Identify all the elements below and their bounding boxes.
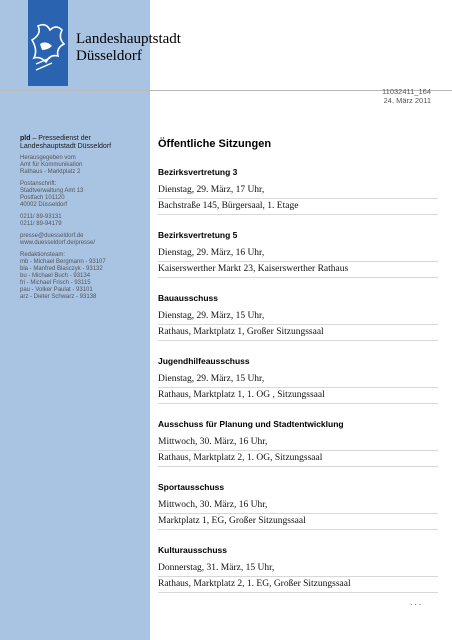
session-location: Rathaus, Marktplatz 2, 1. EG, Großer Sitzungssaal <box>158 577 438 593</box>
session-time: Mittwoch, 30. März, 16 Uhr, <box>158 498 438 514</box>
press-web[interactable]: presse@duesseldorf.de www.duesseldorf.de/presse/ <box>20 233 96 246</box>
sidebar <box>0 0 150 640</box>
city-name-line1: Landeshauptstadt <box>76 31 181 47</box>
session-name: Bezirksvertretung 3 <box>158 167 238 177</box>
session-location: Rathaus, Marktplatz 1, Großer Sitzungssaal <box>158 325 438 341</box>
press-title-text: – Pressedienst der Landeshauptstadt Düsseldorf <box>20 135 112 150</box>
session-name: Sportausschuss <box>158 482 225 492</box>
press-info <box>20 135 145 306</box>
main-content <box>158 138 438 608</box>
press-phone: 0211/ 89-93131 0211/ 89-94179 <box>20 214 62 227</box>
session-name: Jugendhilfeausschuss <box>158 356 250 366</box>
city-name-line2: Düsseldorf <box>76 48 142 64</box>
press-title <box>20 135 145 151</box>
session-item <box>158 545 438 593</box>
session-location: Rathaus, Marktplatz 2, 1. OG, Sitzungssaal <box>158 451 438 467</box>
session-time: Dienstag, 29. März, 17 Uhr, <box>158 183 438 199</box>
city-name <box>76 31 181 65</box>
session-location: Rathaus, Marktplatz 1, 1. OG , Sitzungssaal <box>158 388 438 404</box>
session-item <box>158 293 438 341</box>
session-item <box>158 356 438 404</box>
session-item <box>158 167 438 215</box>
session-item <box>158 419 438 467</box>
duesseldorf-lion-logo-icon <box>28 0 68 86</box>
session-time: Dienstag, 29. März, 16 Uhr, <box>158 246 438 262</box>
session-name: Bezirksvertretung 5 <box>158 230 238 240</box>
press-title-abbr: pld <box>20 135 31 142</box>
document-id <box>382 87 431 105</box>
session-time: Donnerstag, 31. März, 15 Uhr, <box>158 561 438 577</box>
session-time: Dienstag, 29. März, 15 Uhr, <box>158 309 438 325</box>
session-name: Ausschuss für Planung und Stadtentwicklung <box>158 419 344 429</box>
session-location: Marktplatz 1, EG, Großer Sitzungssaal <box>158 514 438 530</box>
document-date: 24. März 2011 <box>383 96 431 105</box>
session-time: Dienstag, 29. März, 15 Uhr, <box>158 372 438 388</box>
session-item <box>158 482 438 530</box>
session-time: Mittwoch, 30. März, 16 Uhr, <box>158 435 438 451</box>
session-location: Bachstraße 145, Bürgersaal, 1. Etage <box>158 199 438 215</box>
press-publisher: Herausgegeben vom Amt für Kommunikation Rathaus - Marktplatz 2 <box>20 155 83 175</box>
continuation-marker: . . . <box>410 598 422 607</box>
page-title: Öffentliche Sitzungen <box>158 138 272 150</box>
press-editorial: Redaktionsteam: mb - Michael Bergmann - 93107 bla - Manfred Blasczyk - 93132 bu - Michael Buch - 93134 fri - Michael Frisch - 93115 pau - Volker Paulat - 93101 arz - Dieter Schwarz - 93138 <box>20 252 106 300</box>
session-name: Bauausschuss <box>158 293 218 303</box>
session-name: Kulturausschuss <box>158 545 227 555</box>
session-item <box>158 230 438 278</box>
session-location: Kaiserswerther Markt 23, Kaiserswerther Rathaus <box>158 262 438 278</box>
press-address: Postanschrift: Stadtverwaltung Amt 13 Postfach 101120 40002 Düsseldorf <box>20 181 84 208</box>
document-number: 11032411_164 <box>382 87 431 96</box>
